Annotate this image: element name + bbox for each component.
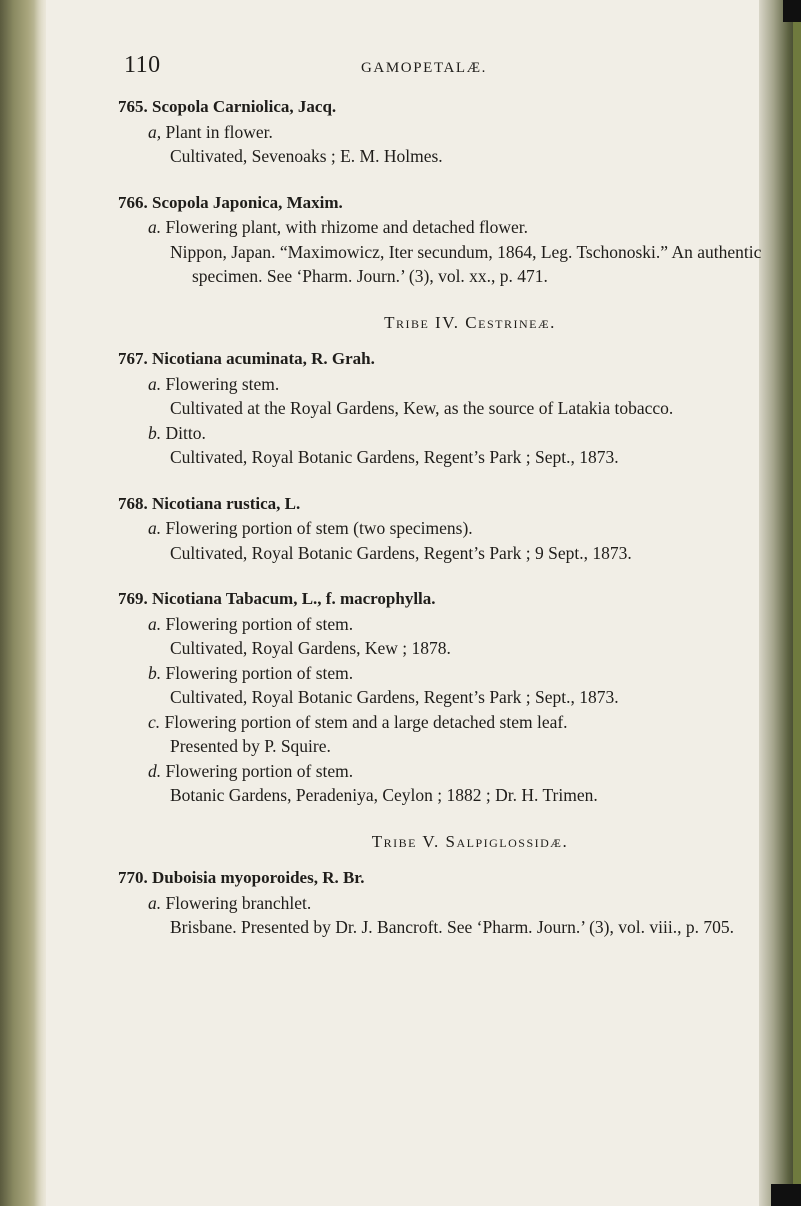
specimen-item [118,516,762,541]
specimen-item [118,891,762,916]
running-head: GAMOPETALÆ. [361,60,487,76]
specimen-letter: a. [148,613,162,634]
specimen-item [118,661,762,686]
specimen-description: Flowering portion of stem and a large detached stem leaf. [164,711,568,732]
tribe-heading: Tribe V. Salpiglossidæ. [371,831,569,851]
specimen-letter: b. [148,422,162,443]
catalogue-entry [118,866,762,940]
specimen-source: Cultivated, Royal Gardens, Kew ; 1878. [170,638,451,658]
specimen-letter: a, [148,121,162,142]
catalogue-entry [118,95,762,169]
specimen-item [118,612,762,637]
edge-shadow-top [783,0,801,22]
page-number: 110 [124,52,161,78]
entry-heading: 767. Nicotiana acuminata, R. Grah. [118,349,375,368]
edge-shadow-bottom [771,1184,801,1206]
book-page [46,0,762,1206]
specimen-description: Flowering plant, with rhizome and detached flower. [165,217,529,237]
specimen-description: Flowering portion of stem. [165,662,354,683]
specimen-source: Cultivated at the Royal Gardens, Kew, as the source of Latakia tobacco. [170,398,674,418]
page-header [46,52,759,82]
specimen-description: Flowering portion of stem. [165,613,354,634]
specimen-source: Brisbane. Presented by Dr. J. Bancroft. See ‘Pharm. Journ.’ (3), vol. viii., p. 705. [170,917,734,937]
catalogue-entry [118,191,762,289]
specimen-item [118,120,762,145]
tribe-heading: Tribe IV. Cestrineæ. [384,312,556,332]
specimen-item [118,421,762,446]
entry-heading: 769. Nicotiana Tabacum, L., f. macrophylla. [118,589,436,608]
specimen-letter: a. [148,217,162,237]
catalogue-entry [118,492,762,566]
specimen-item [118,372,762,397]
specimen-source: Presented by P. Squire. [170,736,331,756]
catalogue-text [118,95,762,962]
specimen-letter: c. [148,711,161,732]
entry-heading: 766. Scopola Japonica, Maxim. [118,192,343,212]
specimen-source: Nippon, Japan. “Maximowicz, Iter secundum, 1864, Leg. Tschonoski.” An authentic specimen. See ‘Pharm. Journ.’ (3), vol. xx., p. 471. [170,241,762,286]
bookmark-ribbon [793,0,801,1206]
entry-heading: 770. Duboisia myoporoides, R. Br. [118,868,365,887]
specimen-description: Flowering portion of stem. [165,760,354,781]
specimen-letter: a. [148,373,162,394]
specimen-description: Flowering stem. [165,373,280,394]
entry-heading: 768. Nicotiana rustica, L. [118,493,301,513]
specimen-description: Plant in flower. [165,121,273,142]
entry-heading: 765. Scopola Carniolica, Jacq. [118,97,337,116]
specimen-description: Ditto. [165,422,206,443]
catalogue-entry [118,347,762,470]
specimen-item [118,710,762,735]
specimen-letter: b. [148,662,162,683]
catalogue-entry [118,587,762,808]
page-edge [759,0,801,1206]
specimen-description: Flowering branchlet. [165,892,312,913]
specimen-item [118,215,762,240]
specimen-source: Cultivated, Royal Botanic Gardens, Regent’s Park ; Sept., 1873. [170,447,619,467]
specimen-description: Flowering portion of stem (two specimens). [165,518,473,538]
specimen-item [118,759,762,784]
specimen-source: Cultivated, Sevenoaks ; E. M. Holmes. [170,146,443,166]
binding-gutter [0,0,46,1206]
specimen-letter: a. [148,518,162,538]
specimen-letter: d. [148,760,162,781]
specimen-letter: a. [148,892,162,913]
specimen-source: Cultivated, Royal Botanic Gardens, Regent’s Park ; 9 Sept., 1873. [170,542,632,563]
specimen-source: Botanic Gardens, Peradeniya, Ceylon ; 1882 ; Dr. H. Trimen. [170,785,598,805]
specimen-source: Cultivated, Royal Botanic Gardens, Regent’s Park ; Sept., 1873. [170,687,619,707]
